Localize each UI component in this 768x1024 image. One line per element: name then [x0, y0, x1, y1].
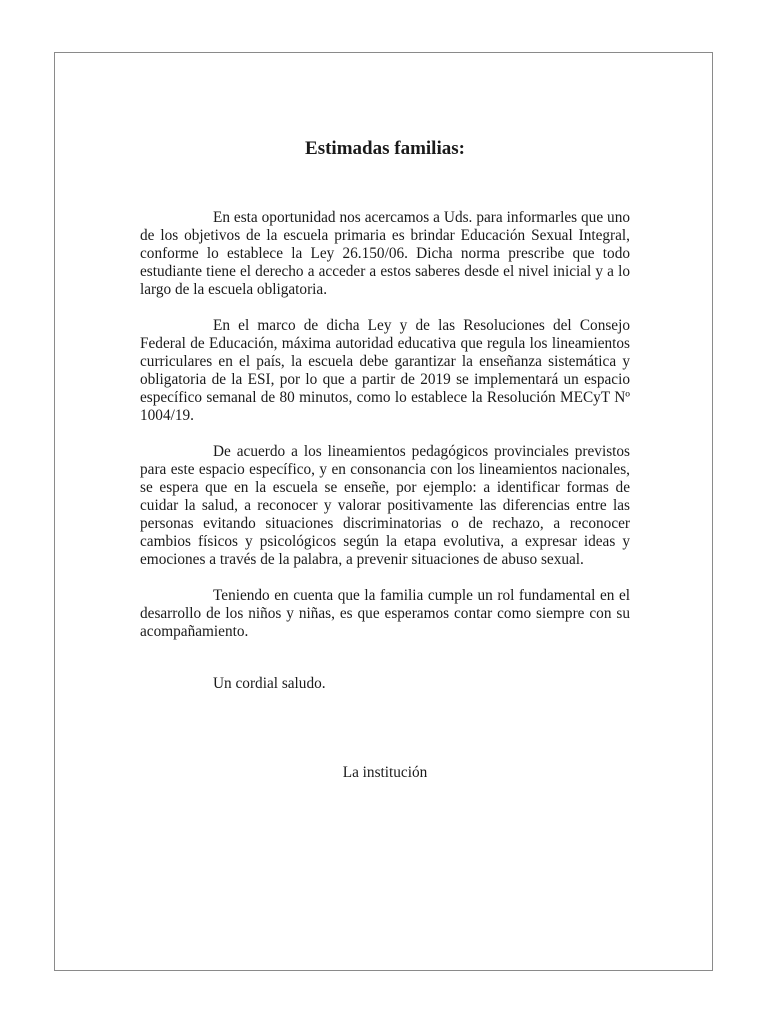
letter-closing: Un cordial saludo.: [213, 675, 326, 692]
letter-signature: La institución: [342, 764, 428, 781]
letter-paragraph-4: Teniendo en cuenta que la familia cumple un rol fundamental en el desarrollo de los niños y niñas, es que esperamos contar como siempre con su acompañamiento.: [140, 587, 630, 640]
letter-paragraph-2: En el marco de dicha Ley y de las Resoluciones del Consejo Federal de Educación, máxima autoridad educativa que regula los lineamientos curriculares en el país, la escuela debe garantizar la enseñanza sistemática y obligatoria de la ESI, por lo que a partir de 2019 se implementará un espacio específico semanal de 80 minutos, como lo establece la Resolución MECyT Nº 1004/19.: [140, 317, 630, 424]
letter-paragraph-3: De acuerdo a los lineamientos pedagógicos provinciales previstos para este espacio específico, y en consonancia con los lineamientos nacionales, se espera que en la escuela se enseñe, por ejemplo: a identificar formas de cuidar la salud, a reconocer y valorar positivamente las diferencias entre las personas evitando situaciones discriminatorias o de rechazo, a reconocer cambios físicos y psicológicos según la etapa evolutiva, a expresar ideas y emociones a través de la palabra, a prevenir situaciones de abuso sexual.: [140, 443, 630, 568]
letter-title: Estimadas familias:: [305, 138, 465, 159]
letter-paragraph-1: En esta oportunidad nos acercamos a Uds. para informarles que uno de los objetivos de la escuela primaria es brindar Educación Sexual Integral, conforme lo establece la Ley 26.150/06. Dicha norma prescribe que todo estudiante tiene el derecho a acceder a estos saberes desde el nivel inicial y a lo largo de la escuela obligatoria.: [140, 209, 630, 298]
document-page: [54, 52, 713, 971]
letter-body: [140, 137, 630, 782]
